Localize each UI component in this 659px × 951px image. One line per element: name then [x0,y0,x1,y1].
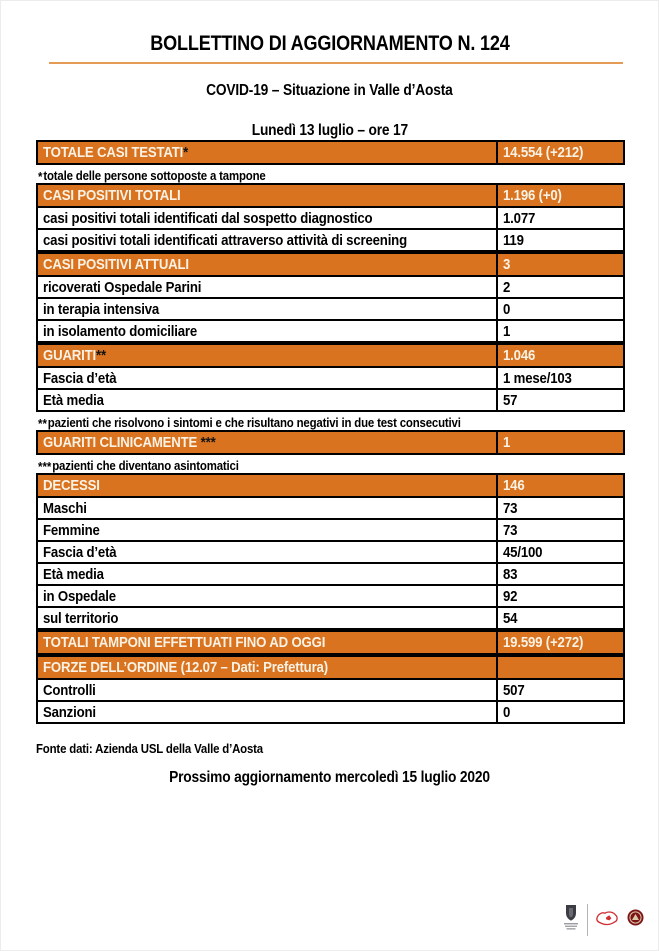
page-dateline: Lunedì 13 luglio – ore 17 [251,122,408,139]
row-label-cell: Fascia d’età [37,367,497,389]
totale-casi-testati-table [36,140,625,165]
header-label-cell: GUARITI CLINICAMENTE *** [37,431,497,454]
guariti-table [36,343,625,412]
title-underline [49,62,623,64]
row-value-cell: 1 mese/103 [497,367,624,389]
header-label-cell: TOTALE CASI TESTATI* [37,141,497,164]
valle-daosta-map-emblem-icon [595,909,620,932]
table-row [37,585,624,607]
row-value-cell: 0 [497,298,624,320]
row-label-cell: Maschi [37,497,497,519]
row-label-cell: sul territorio [37,607,497,629]
data-source-line: Fonte dati: Azienda USL della Valle d’Aosta [36,741,263,756]
footer-logos [562,904,644,936]
header-value-cell: 3 [497,253,624,276]
row-value-cell: 2 [497,276,624,298]
page-title: BOLLETTINO DI AGGIORNAMENTO N. 124 [149,32,510,55]
header-value-cell: 146 [497,474,624,497]
logo-divider [587,904,588,936]
protezione-civile-badge-icon [627,909,644,931]
table-row [37,389,624,411]
row-value-cell: 119 [497,229,624,251]
header-value-cell: 1.196 (+0) [497,184,624,207]
row-label-cell: Età media [37,563,497,585]
footnote-guariti: **pazienti che risolvono i sintomi e che risultano negativi in due test consecutivi [38,415,461,431]
row-value-cell: 83 [497,563,624,585]
table-row [37,497,624,519]
table-header-row [37,344,624,367]
table-header-row [37,184,624,207]
table-row [37,541,624,563]
header-label-cell: FORZE DELL’ORDINE (12.07 – Dati: Prefettura) [37,656,497,679]
table-header-row [37,631,624,654]
row-value-cell: 73 [497,519,624,541]
row-label-cell: Fascia d’età [37,541,497,563]
decessi-table [36,473,625,630]
guariti-clinicamente-table [36,430,625,455]
header-value-cell: 1 [497,431,624,454]
header-value-cell: 19.599 (+272) [497,631,624,654]
casi-positivi-totali-table [36,183,625,252]
table-row [37,701,624,723]
table-row [37,367,624,389]
row-value-cell: 92 [497,585,624,607]
row-value-cell: 45/100 [497,541,624,563]
row-label-cell: Femmine [37,519,497,541]
table-header-row [37,253,624,276]
header-label-cell: CASI POSITIVI TOTALI [37,184,497,207]
row-label-cell: in terapia intensiva [37,298,497,320]
table-header-row [37,141,624,164]
table-row [37,563,624,585]
header-label-cell: CASI POSITIVI ATTUALI [37,253,497,276]
header-value-cell: 1.046 [497,344,624,367]
row-label-cell: casi positivi totali identificati attraverso attività di screening [37,229,497,251]
row-value-cell: 54 [497,607,624,629]
forze-dellordine-table [36,655,625,724]
table-row [37,320,624,342]
header-label-cell: DECESSI [37,474,497,497]
next-update-line: Prossimo aggiornamento mercoledì 15 luglio 2020 [169,769,490,786]
row-value-cell: 1.077 [497,207,624,229]
table-row [37,207,624,229]
row-label-cell: Età media [37,389,497,411]
row-value-cell: 0 [497,701,624,723]
table-row [37,276,624,298]
row-value-cell: 57 [497,389,624,411]
table-row [37,298,624,320]
row-value-cell: 1 [497,320,624,342]
footnote-guariti-clinicamente: ***pazienti che diventano asintomatici [38,458,239,474]
table-row [37,607,624,629]
row-label-cell: Controlli [37,679,497,701]
row-label-cell: in Ospedale [37,585,497,607]
header-label-cell: TOTALI TAMPONI EFFETTUATI FINO AD OGGI [37,631,497,654]
totali-tamponi-table [36,630,625,655]
table-header-row [37,431,624,454]
header-label-cell: GUARITI** [37,344,497,367]
row-label-cell: casi positivi totali identificati dal sospetto diagnostico [37,207,497,229]
header-value-cell: 14.554 (+212) [497,141,624,164]
regione-valle-daosta-crest-icon [562,904,580,936]
row-label-cell: ricoverati Ospedale Parini [37,276,497,298]
table-row [37,229,624,251]
row-label-cell: Sanzioni [37,701,497,723]
table-header-row [37,474,624,497]
header-value-cell [497,656,624,679]
table-row [37,679,624,701]
table-row [37,519,624,541]
row-value-cell: 73 [497,497,624,519]
casi-positivi-attuali-table [36,252,625,343]
row-label-cell: in isolamento domiciliare [37,320,497,342]
row-value-cell: 507 [497,679,624,701]
page-subtitle: COVID-19 – Situazione in Valle d’Aosta [206,82,453,99]
footnote-tamponi: *totale delle persone sottoposte a tampone [38,168,266,184]
table-header-row [37,656,624,679]
